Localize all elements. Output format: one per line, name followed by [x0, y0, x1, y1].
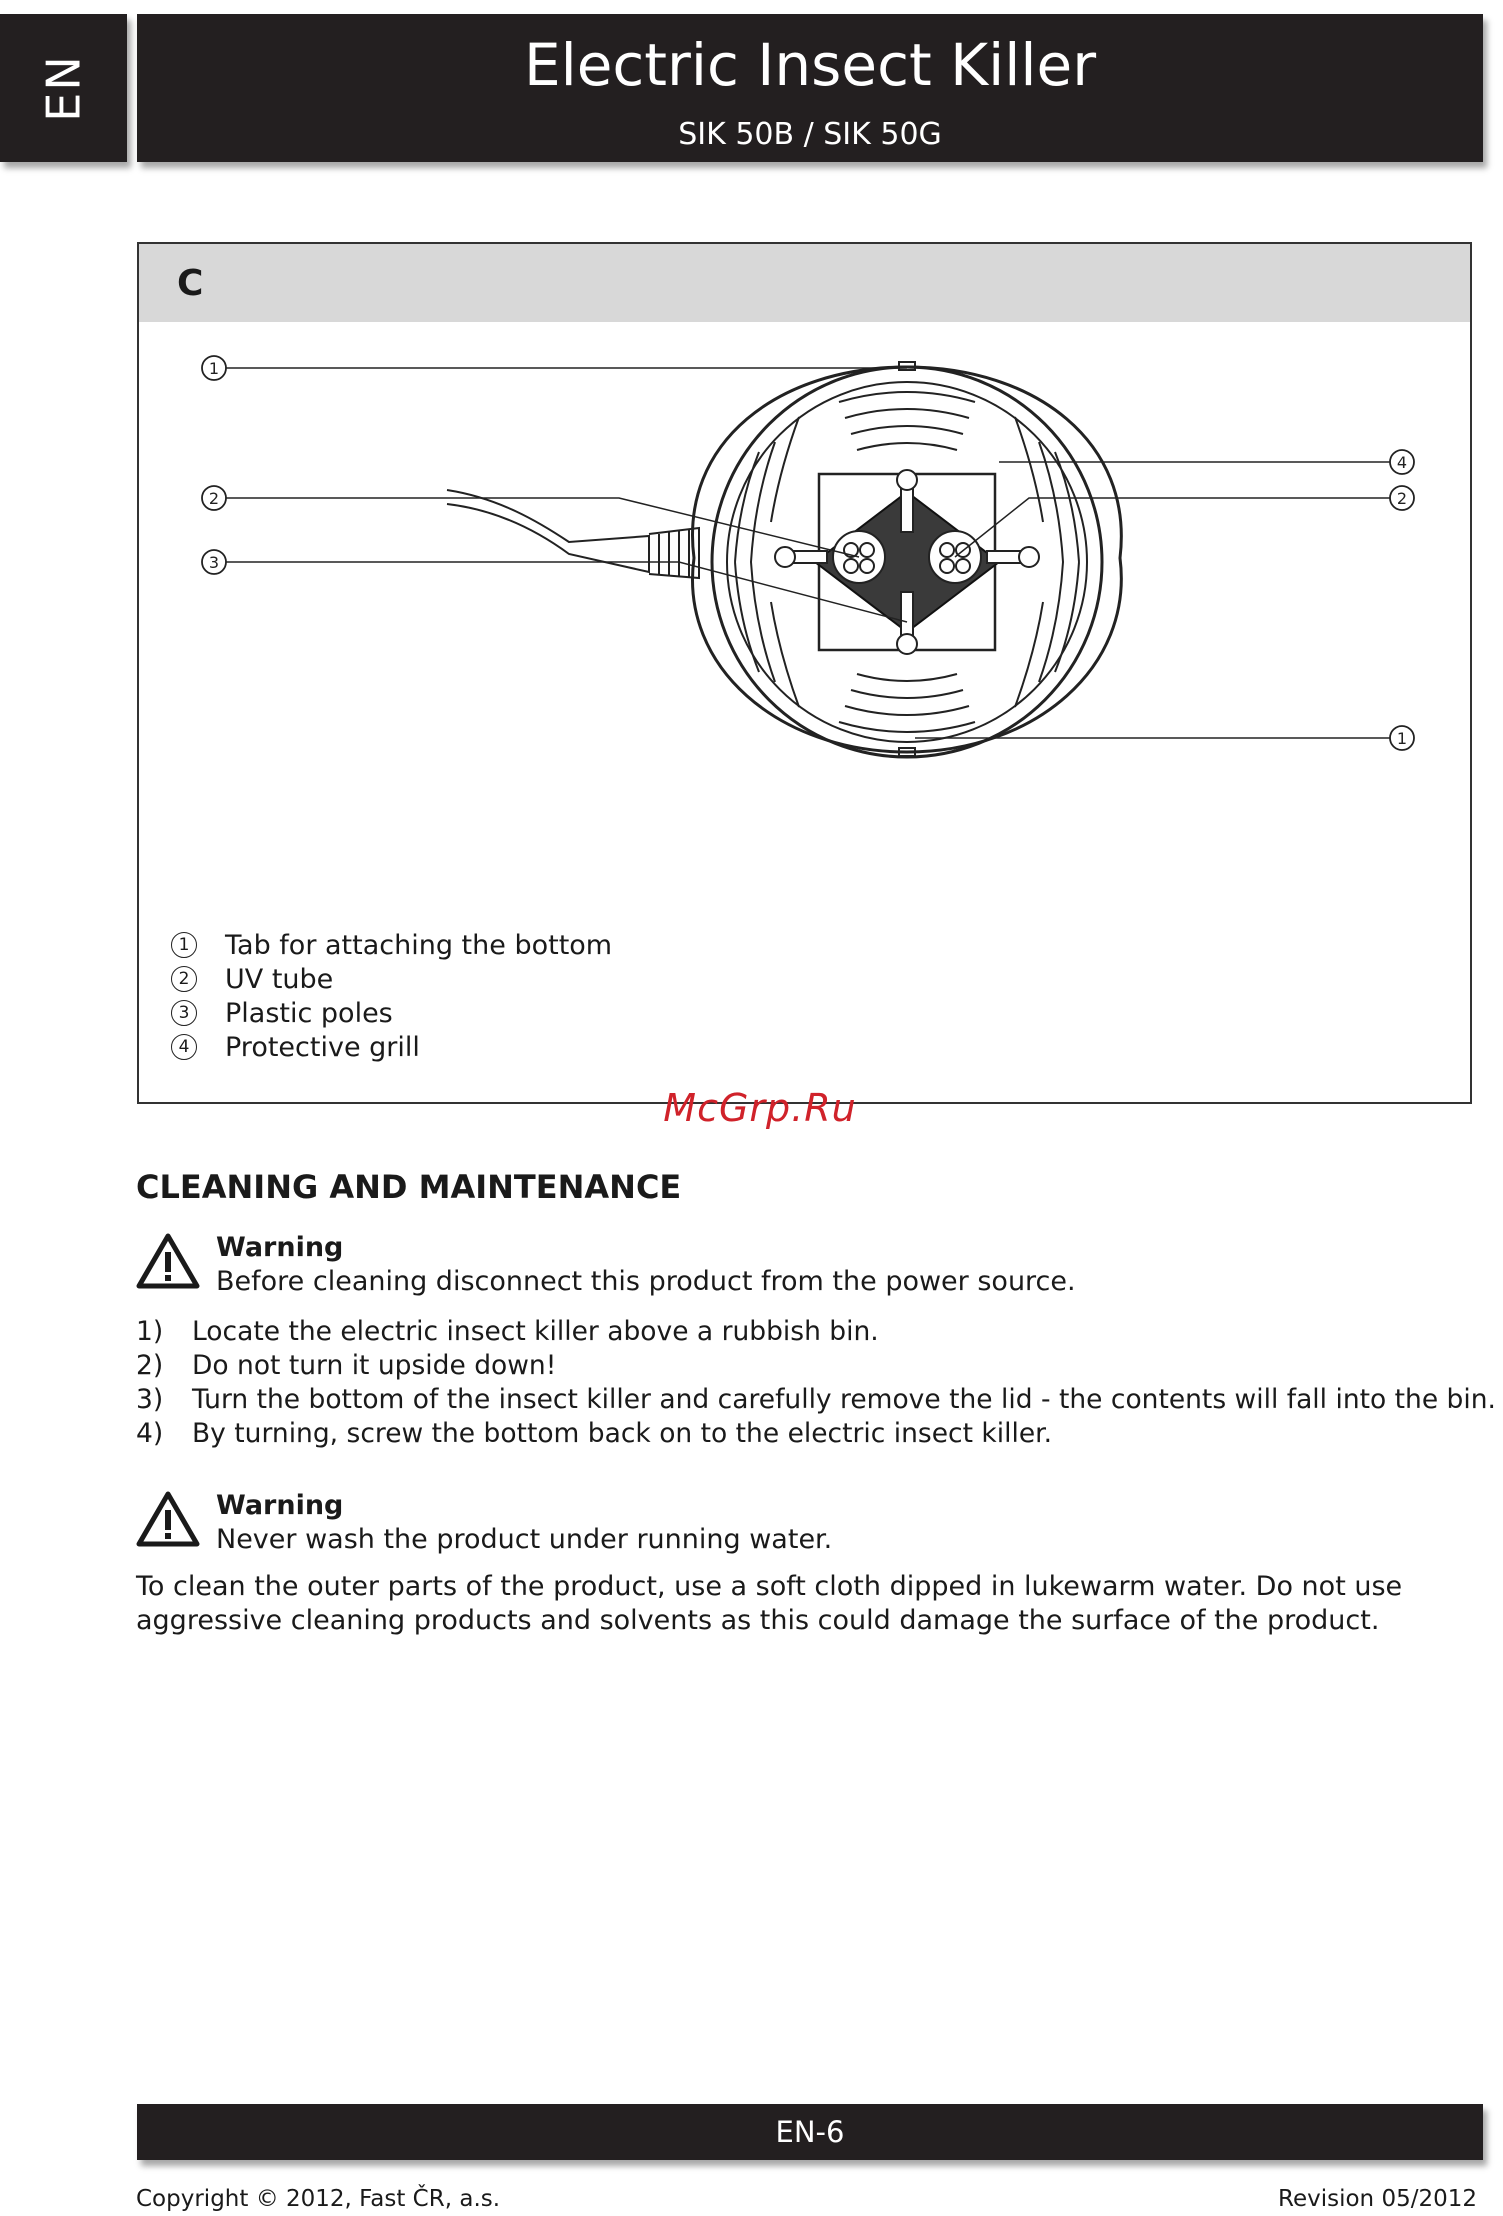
callout-2-right — [1390, 486, 1414, 510]
list-item — [136, 1316, 1496, 1350]
svg-text:2: 2 — [1396, 489, 1408, 508]
page-number-bar — [137, 2104, 1483, 2160]
warning-text: Before cleaning disconnect this product from the power source. — [216, 1266, 1076, 1297]
step-text: Locate the electric insect killer above a rubbish bin. — [192, 1316, 879, 1347]
warning-title: Warning — [216, 1232, 344, 1263]
warning-title: Warning — [216, 1490, 344, 1521]
page-header — [137, 14, 1483, 162]
section-title: CLEANING AND MAINTENANCE — [136, 1168, 682, 1206]
svg-text:2: 2 — [208, 489, 220, 508]
step-text: Do not turn it upside down! — [192, 1350, 557, 1381]
legend-text: Plastic poles — [225, 997, 393, 1029]
step-number: 3) — [136, 1384, 164, 1415]
legend-item — [171, 962, 612, 996]
callout-2-left — [202, 486, 226, 510]
figure-legend — [171, 928, 612, 1064]
callout-3 — [202, 550, 226, 574]
power-cable — [447, 490, 699, 578]
legend-number: 3 — [171, 1000, 197, 1026]
insect-killer-diagram — [139, 322, 1470, 922]
figure-c — [137, 242, 1472, 1104]
warning-text: Never wash the product under running water. — [216, 1524, 833, 1555]
svg-text:1: 1 — [208, 359, 220, 378]
cleaning-steps — [136, 1316, 1496, 1452]
figure-header — [139, 244, 1470, 322]
svg-text:3: 3 — [208, 553, 220, 572]
legend-number: 2 — [171, 966, 197, 992]
warning-icon — [136, 1232, 200, 1290]
step-text: Turn the bottom of the insect killer and carefully remove the lid - the contents will fall into the bin. — [192, 1384, 1496, 1415]
step-number: 4) — [136, 1418, 164, 1449]
step-number: 1) — [136, 1316, 164, 1347]
warning-icon — [136, 1490, 200, 1548]
callout-1-bottom — [1390, 726, 1414, 750]
leader-line — [955, 498, 1402, 557]
list-item — [136, 1418, 1496, 1452]
legend-text: Protective grill — [225, 1031, 420, 1063]
legend-item — [171, 996, 612, 1030]
legend-text: Tab for attaching the bottom — [225, 929, 613, 961]
svg-text:1: 1 — [1396, 729, 1408, 748]
language-tab — [0, 14, 127, 162]
legend-number: 1 — [171, 932, 197, 958]
legend-item — [171, 928, 612, 962]
page-subtitle: SIK 50B / SIK 50G — [678, 117, 942, 152]
copyright: Copyright © 2012, Fast ČR, a.s. — [136, 2186, 501, 2212]
list-item — [136, 1384, 1496, 1418]
cleaning-paragraph: To clean the outer parts of the product, use a soft cloth dipped in lukewarm water. Do not use aggressive cleaning products and solvents as this could damage the surface of the product. — [136, 1571, 1403, 1636]
legend-number: 4 — [171, 1034, 197, 1060]
list-item — [136, 1350, 1496, 1384]
callout-1-top — [202, 356, 226, 380]
legend-text: UV tube — [225, 963, 334, 995]
watermark: McGrp.Ru — [663, 1086, 857, 1130]
leader-line — [214, 498, 859, 557]
page-number: EN-6 — [775, 2115, 845, 2149]
step-number: 2) — [136, 1350, 164, 1381]
svg-text:4: 4 — [1396, 453, 1408, 472]
callout-4 — [1390, 450, 1414, 474]
leader-line — [214, 562, 907, 622]
page-title: Electric Insect Killer — [523, 31, 1097, 99]
figure-label: C — [177, 263, 204, 304]
language-tab-label: EN — [36, 54, 91, 122]
step-text: By turning, screw the bottom back on to the electric insect killer. — [192, 1418, 1053, 1449]
legend-item — [171, 1030, 612, 1064]
revision: Revision 05/2012 — [1278, 2186, 1477, 2212]
